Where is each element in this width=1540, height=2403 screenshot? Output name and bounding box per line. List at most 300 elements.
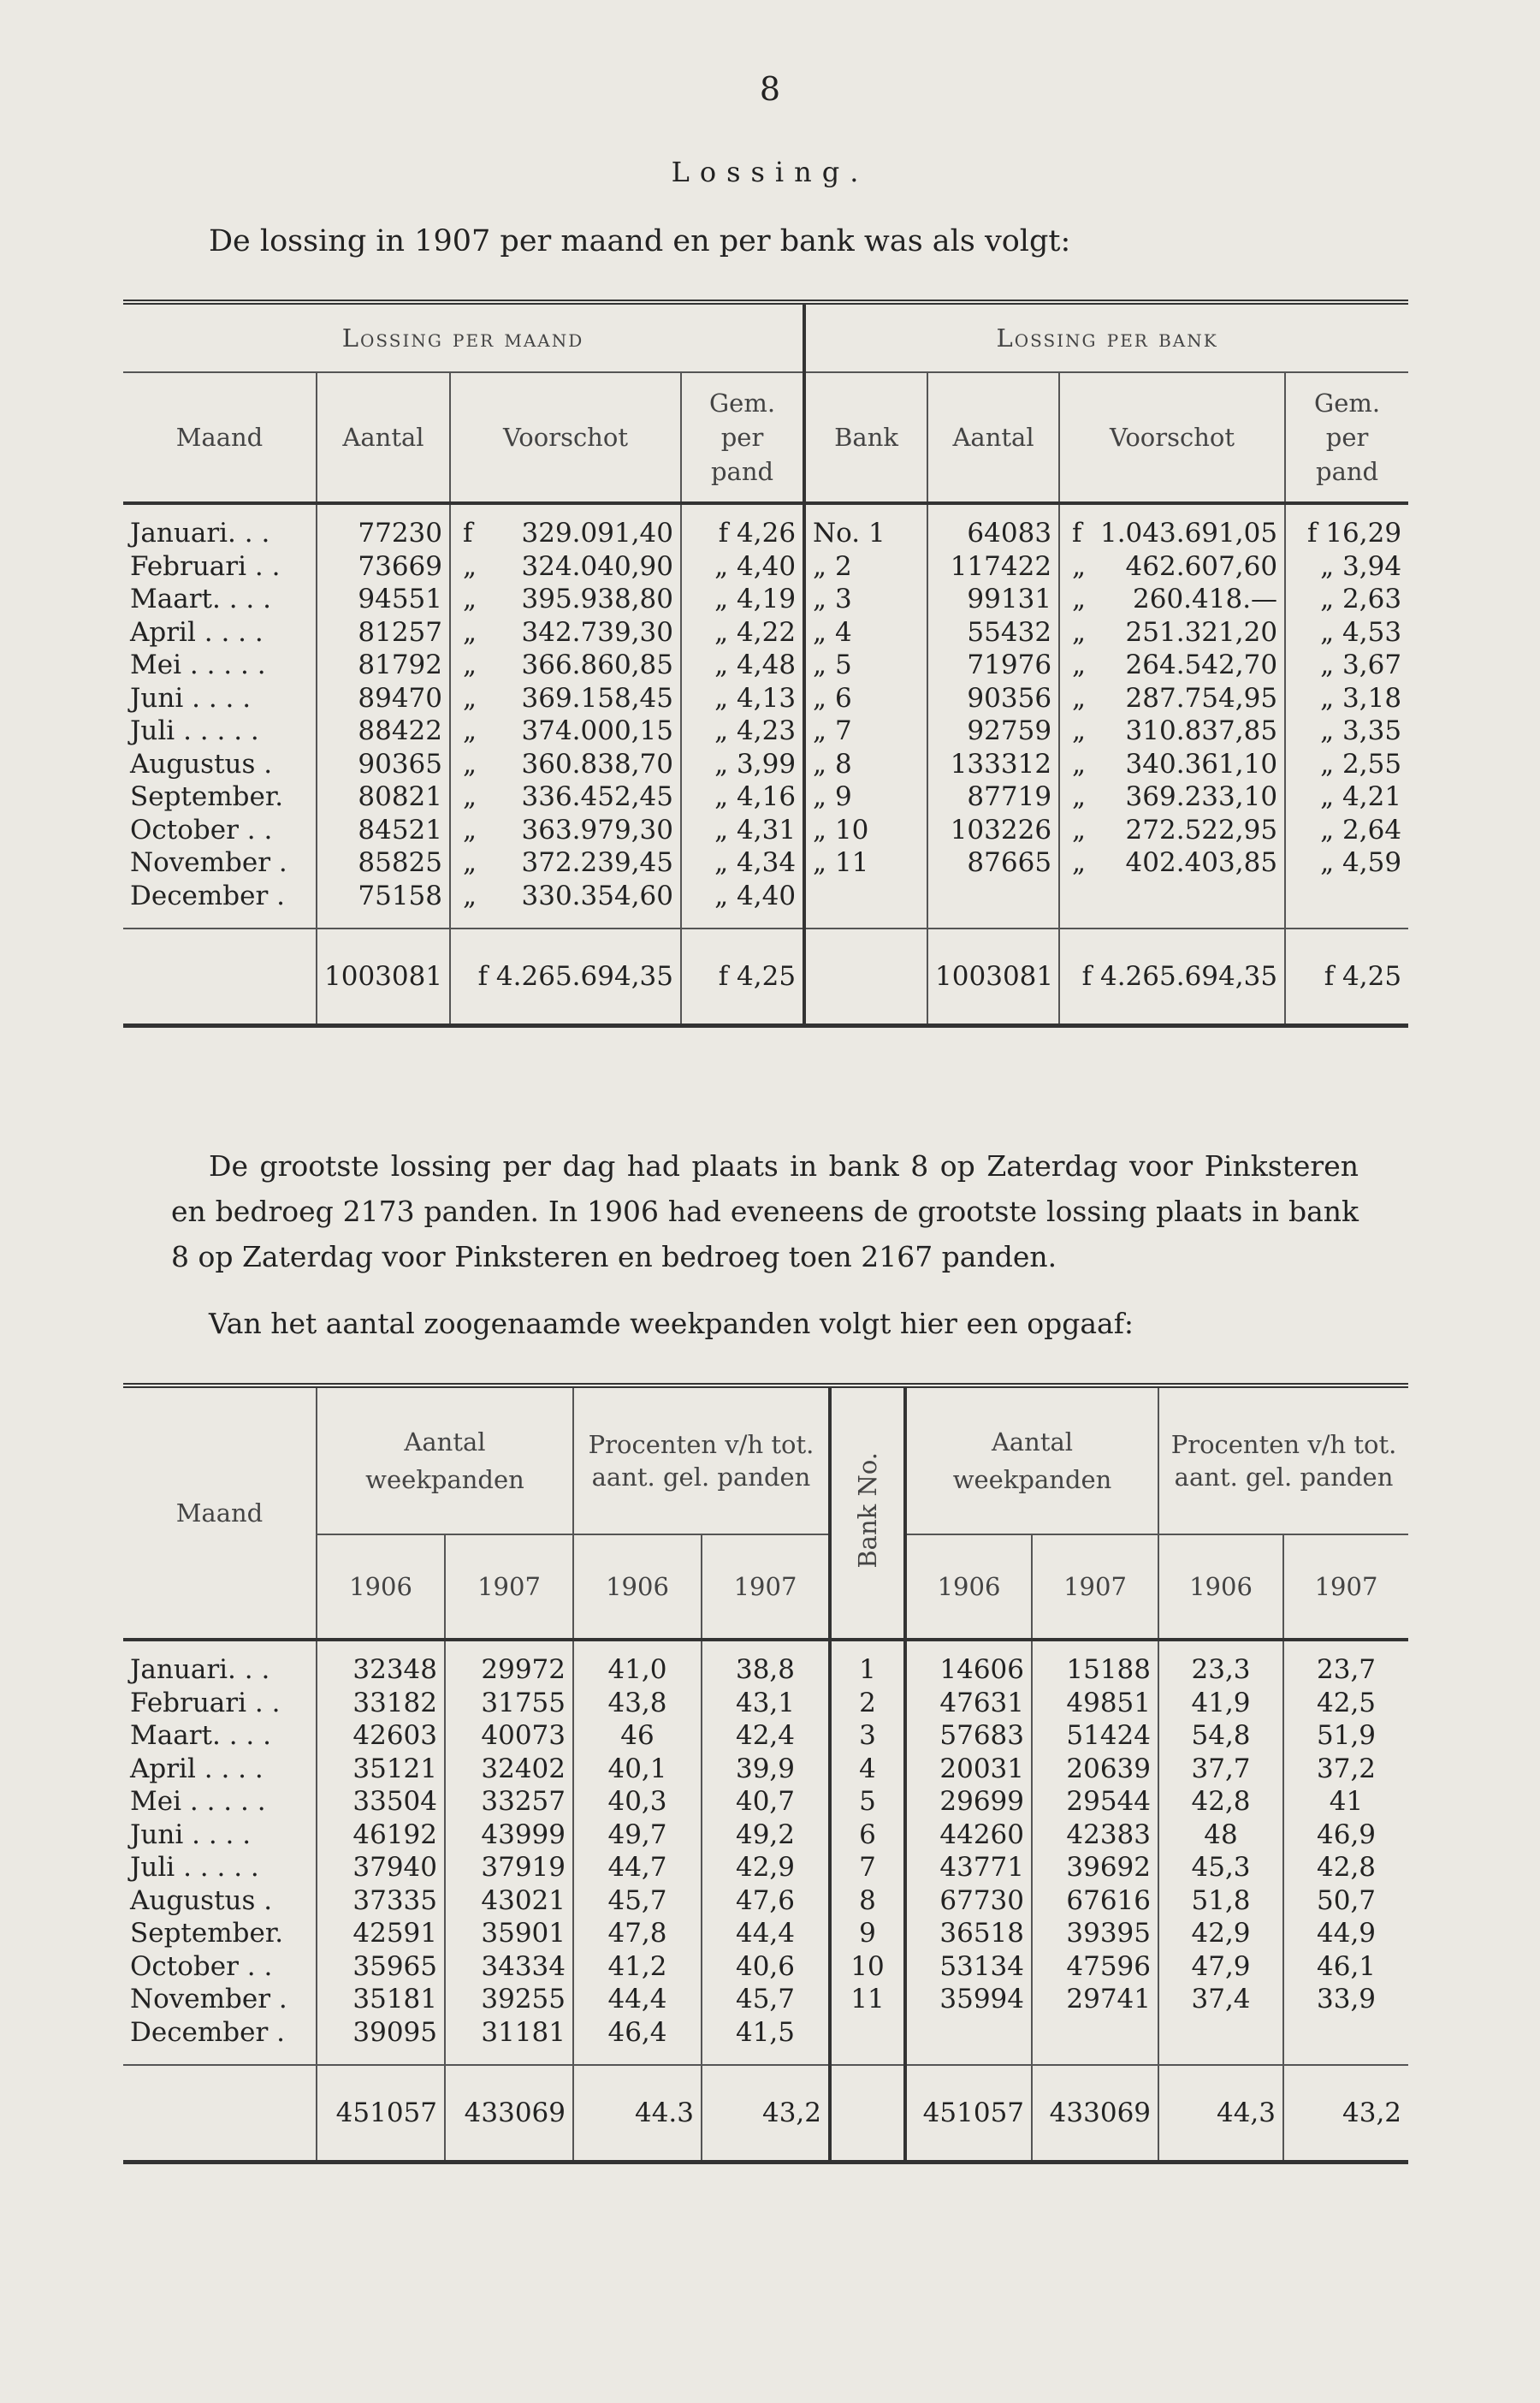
currency-marker: „ [463, 682, 477, 714]
voorschot-amount: 336.452,45 [521, 781, 673, 813]
w1907-value: 40073 [445, 1719, 573, 1753]
table-row [123, 1753, 1408, 1786]
bank-number: 7 [830, 1851, 905, 1884]
voorschot-amount: 374.000,15 [521, 715, 673, 747]
bp1907-value: 42,5 [1283, 1687, 1408, 1720]
voorschot-amount: 329.091,40 [521, 518, 673, 549]
voorschot-value [450, 583, 681, 616]
w1906-value: 35181 [317, 1983, 445, 2016]
p1907-value: 40,6 [702, 1950, 830, 1984]
currency-marker: „ [1072, 748, 1087, 780]
p1907-value: 43,1 [702, 1687, 830, 1720]
month-label: Juli . . . . . [130, 1852, 259, 1884]
voorschot-value [450, 682, 681, 715]
bp1907-value: 42,8 [1283, 1851, 1408, 1884]
currency-marker: „ [1072, 584, 1087, 615]
month-label: Februari . . [130, 550, 281, 582]
bw1907-value: 29544 [1032, 1785, 1158, 1819]
bank-voorschot-amount: 402.403,85 [1125, 847, 1278, 879]
bank-label: „ 5 [804, 649, 927, 682]
table-row [123, 1950, 1408, 1984]
total-bp1906: 44,3 [1158, 2065, 1283, 2163]
w1907-value: 33257 [445, 1785, 573, 1819]
bank-gem-value: „ 2,63 [1285, 583, 1408, 616]
bp1906-value: 37,7 [1158, 1753, 1283, 1786]
bank-voorschot-value [1059, 616, 1285, 650]
bp1907-value: 46,1 [1283, 1950, 1408, 1984]
bp1906-value: 54,8 [1158, 1719, 1283, 1753]
bp1906-value: 51,8 [1158, 1884, 1283, 1918]
month-label: Juli . . . . . [130, 715, 259, 747]
currency-marker: „ [463, 584, 477, 615]
month-label: Februari . . [130, 1687, 281, 1718]
bp1906-value: 42,9 [1158, 1917, 1283, 1950]
col-header-procenten-bank: Procenten v/h tot. aant. gel. panden [1158, 1385, 1408, 1534]
bp1907-value: 50,7 [1283, 1884, 1408, 1918]
col-header-p1906: 1906 [573, 1534, 702, 1640]
bank-label: „ 7 [804, 715, 927, 748]
gem-value: „ 3,99 [681, 748, 804, 781]
paragraph-largest-redemption: De grootste lossing per dag had plaats in bank 8 op Zaterdag voor Pinksteren en bedroeg 2173 panden. In 1906 had eveneens de grootste lossing plaats in bank 8 op Zaterdag voor Pinksteren en bedroeg toen 2167 panden. [171, 1149, 1359, 1273]
table-row [123, 1917, 1408, 1950]
w1906-value: 39095 [317, 2016, 445, 2050]
voorschot-amount: 395.938,80 [521, 584, 673, 615]
col-header-voorschot: Voorschot [450, 372, 681, 503]
gem-value: „ 4,34 [681, 846, 804, 880]
bank-number: 2 [830, 1687, 905, 1720]
bank-aantal-value: 99131 [927, 583, 1059, 616]
bw1906-value: 20031 [905, 1753, 1032, 1786]
p1906-value: 43,8 [573, 1687, 702, 1720]
total-bp1907: 43,2 [1283, 2065, 1408, 2163]
col-header-procenten: Procenten v/h tot. aant. gel. panden [573, 1385, 830, 1534]
bank-number [830, 2016, 905, 2050]
bank-gem-value: „ 3,94 [1285, 550, 1408, 584]
page-number: 8 [759, 70, 781, 108]
w1906-value: 32348 [317, 1640, 445, 1687]
bank-voorschot-value [1059, 550, 1285, 584]
bank-label: No. 1 [804, 503, 927, 550]
voorschot-value [450, 748, 681, 781]
voorschot-value [450, 780, 681, 814]
bank-voorschot-amount: 369.233,10 [1125, 781, 1278, 813]
total-voorschot-bank: f 4.265.694,35 [1059, 929, 1285, 1026]
col-header-maand: Maand [123, 372, 317, 503]
bank-aantal-value: 92759 [927, 715, 1059, 748]
bank-label: „ 8 [804, 748, 927, 781]
w1907-value: 29972 [445, 1640, 573, 1687]
bank-voorschot-value [1059, 780, 1285, 814]
total-p1907: 43,2 [702, 2065, 830, 2163]
aantal-value: 84521 [317, 814, 450, 847]
bank-label: „ 9 [804, 780, 927, 814]
p1906-value: 46,4 [573, 2016, 702, 2050]
bw1907-value [1032, 2016, 1158, 2050]
voorschot-amount: 372.239,45 [521, 847, 673, 879]
month-label: Januari. . . [130, 1654, 270, 1686]
w1906-value: 37940 [317, 1851, 445, 1884]
bank-voorschot-value [1059, 748, 1285, 781]
month-label: September. [130, 1918, 284, 1949]
aantal-value: 77230 [317, 503, 450, 550]
table-row [123, 1851, 1408, 1884]
weekpanden-table [123, 1383, 1408, 2164]
table-row [123, 1687, 1408, 1720]
month-label: Mei . . . . . [130, 650, 266, 681]
bp1907-value: 33,9 [1283, 1983, 1408, 2016]
p1906-value: 45,7 [573, 1884, 702, 1918]
voorschot-value [450, 880, 681, 913]
p1906-value: 40,1 [573, 1753, 702, 1786]
bank-aantal-value: 71976 [927, 649, 1059, 682]
table-row [123, 846, 1408, 880]
p1906-value: 44,4 [573, 1983, 702, 2016]
bw1906-value: 14606 [905, 1640, 1032, 1687]
p1907-value: 44,4 [702, 1917, 830, 1950]
w1906-value: 42603 [317, 1719, 445, 1753]
bw1906-value: 43771 [905, 1851, 1032, 1884]
table-row [123, 503, 1408, 550]
bp1906-value [1158, 2016, 1283, 2050]
aantal-value: 89470 [317, 682, 450, 715]
table-row [123, 748, 1408, 781]
table-row [123, 583, 1408, 616]
w1906-value: 42591 [317, 1917, 445, 1950]
p1906-value: 44,7 [573, 1851, 702, 1884]
currency-marker: „ [1072, 715, 1087, 747]
table-row [123, 1884, 1408, 1918]
p1906-value: 49,7 [573, 1819, 702, 1852]
table-row [123, 715, 1408, 748]
bp1907-value: 37,2 [1283, 1753, 1408, 1786]
col-header-voorschot-bank: Voorschot [1059, 372, 1285, 503]
currency-marker: „ [1072, 550, 1087, 582]
col-header-bw1906: 1906 [905, 1534, 1032, 1640]
month-label: November . [130, 847, 287, 879]
total-p1906: 44.3 [573, 2065, 702, 2163]
bank-aantal-value: 55432 [927, 616, 1059, 650]
currency-marker: „ [463, 781, 477, 813]
bank-aantal-value: 64083 [927, 503, 1059, 550]
total-bw1907: 433069 [1032, 2065, 1158, 2163]
w1907-value: 43999 [445, 1819, 573, 1852]
bank-number: 6 [830, 1819, 905, 1852]
total-aantal: 1003081 [317, 929, 450, 1026]
aantal-value: 81257 [317, 616, 450, 650]
bp1907-value: 44,9 [1283, 1917, 1408, 1950]
month-label: November . [130, 1984, 287, 2015]
w1906-value: 33504 [317, 1785, 445, 1819]
gem-value: „ 4,31 [681, 814, 804, 847]
table-row [123, 649, 1408, 682]
bw1906-value: 53134 [905, 1950, 1032, 1984]
voorschot-value [450, 846, 681, 880]
month-label: Maart. . . . [130, 584, 271, 615]
bp1906-value: 37,4 [1158, 1983, 1283, 2016]
month-label: Maart. . . . [130, 1720, 271, 1752]
table-row [123, 550, 1408, 584]
col-header-w1907: 1907 [445, 1534, 573, 1640]
bank-voorschot-value [1059, 649, 1285, 682]
currency-marker: „ [1072, 781, 1087, 813]
table-row [123, 616, 1408, 650]
aantal-value: 94551 [317, 583, 450, 616]
p1907-value: 41,5 [702, 2016, 830, 2050]
bank-label: „ 6 [804, 682, 927, 715]
month-label: Juni . . . . [130, 682, 252, 714]
bank-label: „ 3 [804, 583, 927, 616]
group-header-month: Lossing per maand [123, 302, 804, 372]
voorschot-amount: 369.158,45 [521, 682, 673, 714]
voorschot-value [450, 814, 681, 847]
bank-voorschot-value [1059, 880, 1285, 913]
col-header-weekpanden-bank: Aantal weekpanden [905, 1385, 1158, 1534]
month-label: Juni . . . . [130, 1819, 252, 1850]
bank-aantal-value: 133312 [927, 748, 1059, 781]
month-label: December . [130, 2016, 286, 2048]
bw1906-value: 67730 [905, 1884, 1032, 1918]
w1907-value: 34334 [445, 1950, 573, 1984]
col-header-gem: Gem. per pand [681, 372, 804, 503]
gem-value: f 4,26 [681, 503, 804, 550]
bank-number: 4 [830, 1753, 905, 1786]
table-row [123, 780, 1408, 814]
aantal-value: 90365 [317, 748, 450, 781]
voorschot-value [450, 649, 681, 682]
bp1906-value: 48 [1158, 1819, 1283, 1852]
w1906-value: 46192 [317, 1819, 445, 1852]
bp1906-value: 45,3 [1158, 1851, 1283, 1884]
table-row [123, 1983, 1408, 2016]
w1906-value: 33182 [317, 1687, 445, 1720]
p1907-value: 47,6 [702, 1884, 830, 1918]
month-label: December . [130, 880, 286, 911]
month-label: April . . . . [130, 616, 264, 648]
total-voorschot: f 4.265.694,35 [450, 929, 681, 1026]
bank-voorschot-amount: 287.754,95 [1125, 682, 1278, 714]
bw1906-value: 44260 [905, 1819, 1032, 1852]
col-header-gem-bank: Gem. per pand [1285, 372, 1408, 503]
p1907-value: 49,2 [702, 1819, 830, 1852]
bank-voorschot-amount: 251.321,20 [1125, 616, 1278, 648]
month-label: Januari. . . [130, 518, 270, 549]
gem-value: „ 4,16 [681, 780, 804, 814]
col-header-aantal: Aantal [317, 372, 450, 503]
bank-aantal-value [927, 880, 1059, 913]
bw1907-value: 49851 [1032, 1687, 1158, 1720]
paragraph-weekpanden-intro: Van het aantal zoogenaamde weekpanden volgt hier een opgaaf: [209, 1307, 1134, 1340]
bank-voorschot-value [1059, 682, 1285, 715]
group-header-bank: Lossing per bank [804, 302, 1408, 372]
bank-number: 1 [830, 1640, 905, 1687]
bp1906-value: 42,8 [1158, 1785, 1283, 1819]
currency-marker: „ [463, 814, 477, 846]
bw1906-value: 57683 [905, 1719, 1032, 1753]
bank-aantal-value: 87719 [927, 780, 1059, 814]
table-row [123, 1819, 1408, 1852]
gem-value: „ 4,40 [681, 550, 804, 584]
bank-label: „ 2 [804, 550, 927, 584]
bp1906-value: 47,9 [1158, 1950, 1283, 1984]
bank-number: 5 [830, 1785, 905, 1819]
bank-aantal-value: 117422 [927, 550, 1059, 584]
col-header-bp1907: 1907 [1283, 1534, 1408, 1640]
gem-value: „ 4,22 [681, 616, 804, 650]
bw1907-value: 47596 [1032, 1950, 1158, 1984]
table-row [123, 1719, 1408, 1753]
bank-voorschot-value [1059, 715, 1285, 748]
bw1906-value: 47631 [905, 1687, 1032, 1720]
bank-label: „ 4 [804, 616, 927, 650]
month-label: Augustus . [130, 748, 273, 780]
bp1907-value [1283, 2016, 1408, 2050]
total-row [123, 929, 1408, 1026]
w1907-value: 31755 [445, 1687, 573, 1720]
bank-gem-value [1285, 880, 1408, 913]
bank-gem-value: „ 3,35 [1285, 715, 1408, 748]
lossing-table [123, 300, 1408, 1028]
p1906-value: 47,8 [573, 1917, 702, 1950]
table-row [123, 1785, 1408, 1819]
currency-marker: „ [463, 748, 477, 780]
col-header-p1907: 1907 [702, 1534, 830, 1640]
aantal-value: 81792 [317, 649, 450, 682]
w1906-value: 35121 [317, 1753, 445, 1786]
bank-voorschot-amount: 264.542,70 [1125, 650, 1278, 681]
aantal-value: 75158 [317, 880, 450, 913]
bank-number: 11 [830, 1983, 905, 2016]
bank-gem-value: „ 2,55 [1285, 748, 1408, 781]
col-header-maand-2: Maand [123, 1385, 317, 1640]
bp1907-value: 46,9 [1283, 1819, 1408, 1852]
voorschot-amount: 324.040,90 [521, 550, 673, 582]
total-w1906: 451057 [317, 2065, 445, 2163]
gem-value: „ 4,48 [681, 649, 804, 682]
currency-marker: „ [1072, 847, 1087, 879]
bank-label: „ 11 [804, 846, 927, 880]
aantal-value: 73669 [317, 550, 450, 584]
month-label: October . . [130, 1950, 273, 1982]
voorschot-value [450, 616, 681, 650]
w1906-value: 35965 [317, 1950, 445, 1984]
aantal-value: 80821 [317, 780, 450, 814]
bank-voorschot-amount: 462.607,60 [1125, 550, 1278, 582]
p1907-value: 40,7 [702, 1785, 830, 1819]
total-aantal-bank: 1003081 [927, 929, 1059, 1026]
col-header-bp1906: 1906 [1158, 1534, 1283, 1640]
bw1907-value: 51424 [1032, 1719, 1158, 1753]
bank-gem-value: „ 2,64 [1285, 814, 1408, 847]
bw1906-value [905, 2016, 1032, 2050]
bank-voorschot-amount: 340.361,10 [1125, 748, 1278, 780]
gem-value: „ 4,40 [681, 880, 804, 913]
bank-voorschot-value [1059, 814, 1285, 847]
bank-voorschot-amount: 260.418.— [1133, 584, 1278, 615]
bp1906-value: 41,9 [1158, 1687, 1283, 1720]
bank-voorschot-amount: 272.522,95 [1125, 814, 1278, 846]
col-header-w1906: 1906 [317, 1534, 445, 1640]
bw1907-value: 42383 [1032, 1819, 1158, 1852]
p1907-value: 38,8 [702, 1640, 830, 1687]
bw1906-value: 36518 [905, 1917, 1032, 1950]
bank-gem-value: „ 3,18 [1285, 682, 1408, 715]
bank-voorschot-value [1059, 583, 1285, 616]
currency-marker: „ [463, 715, 477, 747]
bank-label [804, 880, 927, 913]
currency-marker: „ [463, 880, 477, 911]
total-bw1906: 451057 [905, 2065, 1032, 2163]
bw1906-value: 29699 [905, 1785, 1032, 1819]
total-gem-bank: f 4,25 [1285, 929, 1408, 1026]
total-row-2 [123, 2065, 1408, 2163]
bank-voorschot-amount: 310.837,85 [1125, 715, 1278, 747]
voorschot-value [450, 550, 681, 584]
table-row [123, 814, 1408, 847]
p1907-value: 42,9 [702, 1851, 830, 1884]
bp1907-value: 41 [1283, 1785, 1408, 1819]
voorschot-value [450, 503, 681, 550]
bank-number: 10 [830, 1950, 905, 1984]
bank-number: 3 [830, 1719, 905, 1753]
month-label: October . . [130, 814, 273, 846]
bank-gem-value: „ 4,21 [1285, 780, 1408, 814]
currency-marker: „ [463, 847, 477, 879]
bank-voorschot-value [1059, 503, 1285, 550]
w1907-value: 32402 [445, 1753, 573, 1786]
table-row [123, 682, 1408, 715]
month-label: September. [130, 781, 284, 813]
bank-number: 9 [830, 1917, 905, 1950]
month-label: April . . . . [130, 1753, 264, 1784]
col-header-bw1907: 1907 [1032, 1534, 1158, 1640]
aantal-value: 85825 [317, 846, 450, 880]
table-row [123, 1640, 1408, 1687]
bw1907-value: 20639 [1032, 1753, 1158, 1786]
voorschot-value [450, 715, 681, 748]
p1906-value: 40,3 [573, 1785, 702, 1819]
currency-marker: „ [1072, 814, 1087, 846]
bank-voorschot-amount: 1.043.691,05 [1099, 518, 1278, 549]
bank-aantal-value: 87665 [927, 846, 1059, 880]
gem-value: „ 4,13 [681, 682, 804, 715]
month-label: Mei . . . . . [130, 1786, 266, 1818]
bank-aantal-value: 90356 [927, 682, 1059, 715]
currency-marker: „ [1072, 650, 1087, 681]
bank-number: 8 [830, 1884, 905, 1918]
total-gem: f 4,25 [681, 929, 804, 1026]
bank-gem-value: „ 3,67 [1285, 649, 1408, 682]
currency-marker: „ [463, 650, 477, 681]
p1907-value: 45,7 [702, 1983, 830, 2016]
p1906-value: 41,0 [573, 1640, 702, 1687]
w1907-value: 43021 [445, 1884, 573, 1918]
bank-gem-value: „ 4,59 [1285, 846, 1408, 880]
w1907-value: 31181 [445, 2016, 573, 2050]
p1906-value: 46 [573, 1719, 702, 1753]
bank-label: „ 10 [804, 814, 927, 847]
voorschot-amount: 363.979,30 [521, 814, 673, 846]
voorschot-amount: 342.739,30 [521, 616, 673, 648]
bp1907-value: 23,7 [1283, 1640, 1408, 1687]
currency-marker: f [463, 518, 473, 549]
p1907-value: 39,9 [702, 1753, 830, 1786]
bank-no-label: Bank No. [853, 1451, 883, 1569]
w1907-value: 35901 [445, 1917, 573, 1950]
currency-marker: f [1072, 518, 1082, 549]
col-header-bank-no [830, 1385, 905, 1640]
gem-value: „ 4,23 [681, 715, 804, 748]
total-w1907: 433069 [445, 2065, 573, 2163]
